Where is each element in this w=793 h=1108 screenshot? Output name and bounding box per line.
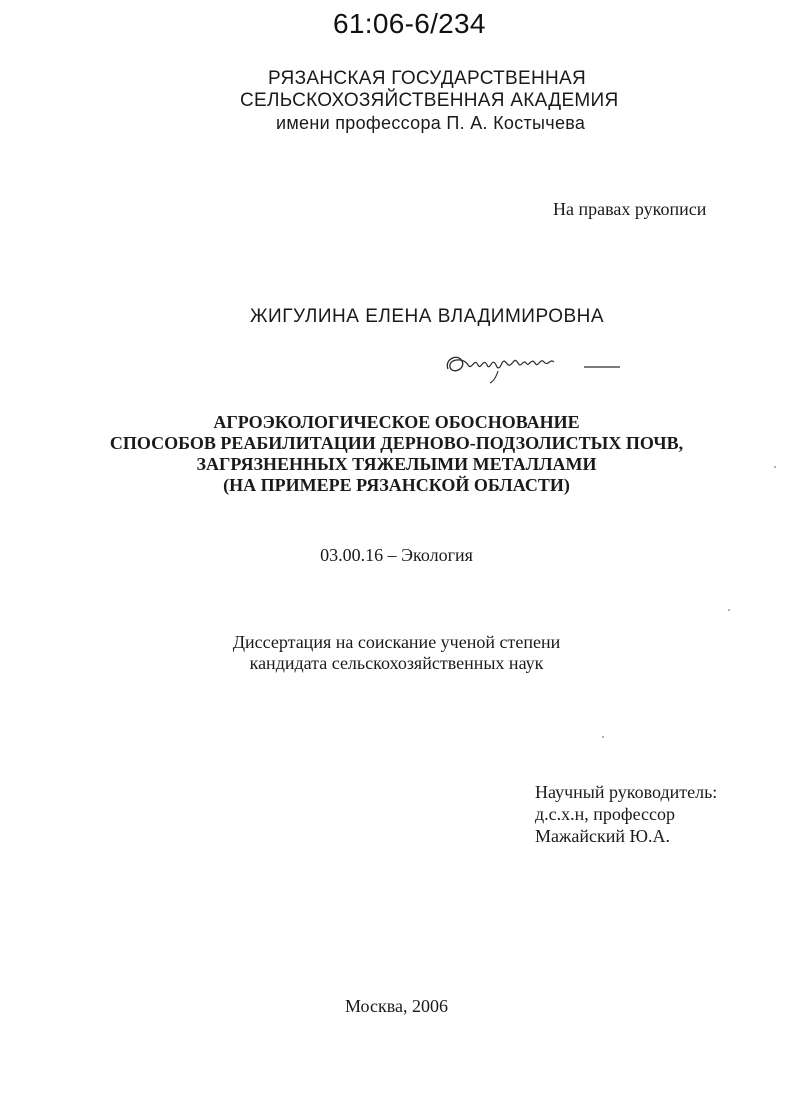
author-name: ЖИГУЛИНА ЕЛЕНА ВЛАДИМИРОВНА xyxy=(250,306,605,327)
institution-line-2: СЕЛЬСКОХОЗЯЙСТВЕННАЯ АКАДЕМИЯ xyxy=(240,90,619,111)
degree-line-1: Диссертация на соискание ученой степени xyxy=(232,632,561,652)
scan-speck xyxy=(774,466,776,468)
supervisor-label: Научный руководитель: xyxy=(535,782,718,802)
degree-statement xyxy=(0,632,793,674)
title-line-4: (НА ПРИМЕРЕ РЯЗАНСКОЙ ОБЛАСТИ) xyxy=(223,475,570,495)
supervisor-title: д.с.х.н, профессор xyxy=(535,804,675,824)
title-line-1: АГРОЭКОЛОГИЧЕСКОЕ ОБОСНОВАНИЕ xyxy=(213,412,580,432)
specialty-code: 03.00.16 – Экология xyxy=(320,545,473,565)
place-and-year: Москва, 2006 xyxy=(345,996,448,1016)
manuscript-note: На правах рукописи xyxy=(553,199,707,219)
scan-speck xyxy=(728,609,730,611)
supervisor-name: Мажайский Ю.А. xyxy=(535,826,671,846)
institution-line-3: имени профессора П. А. Костычева xyxy=(276,113,586,133)
degree-line-2: кандидата сельскохозяйственных наук xyxy=(249,653,544,673)
title-line-3: ЗАГРЯЗНЕННЫХ ТЯЖЕЛЫМИ МЕТАЛЛАМИ xyxy=(196,454,597,474)
scan-speck xyxy=(602,736,604,738)
catalog-number: 61:06-6/234 xyxy=(333,8,486,39)
signature-image xyxy=(438,345,628,385)
dissertation-title xyxy=(0,412,793,496)
title-line-2: СПОСОБОВ РЕАБИЛИТАЦИИ ДЕРНОВО-ПОДЗОЛИСТЫХ ПОЧВ, xyxy=(109,433,684,453)
institution-line-1: РЯЗАНСКАЯ ГОСУДАРСТВЕННАЯ xyxy=(268,68,586,89)
supervisor-block xyxy=(535,781,775,847)
